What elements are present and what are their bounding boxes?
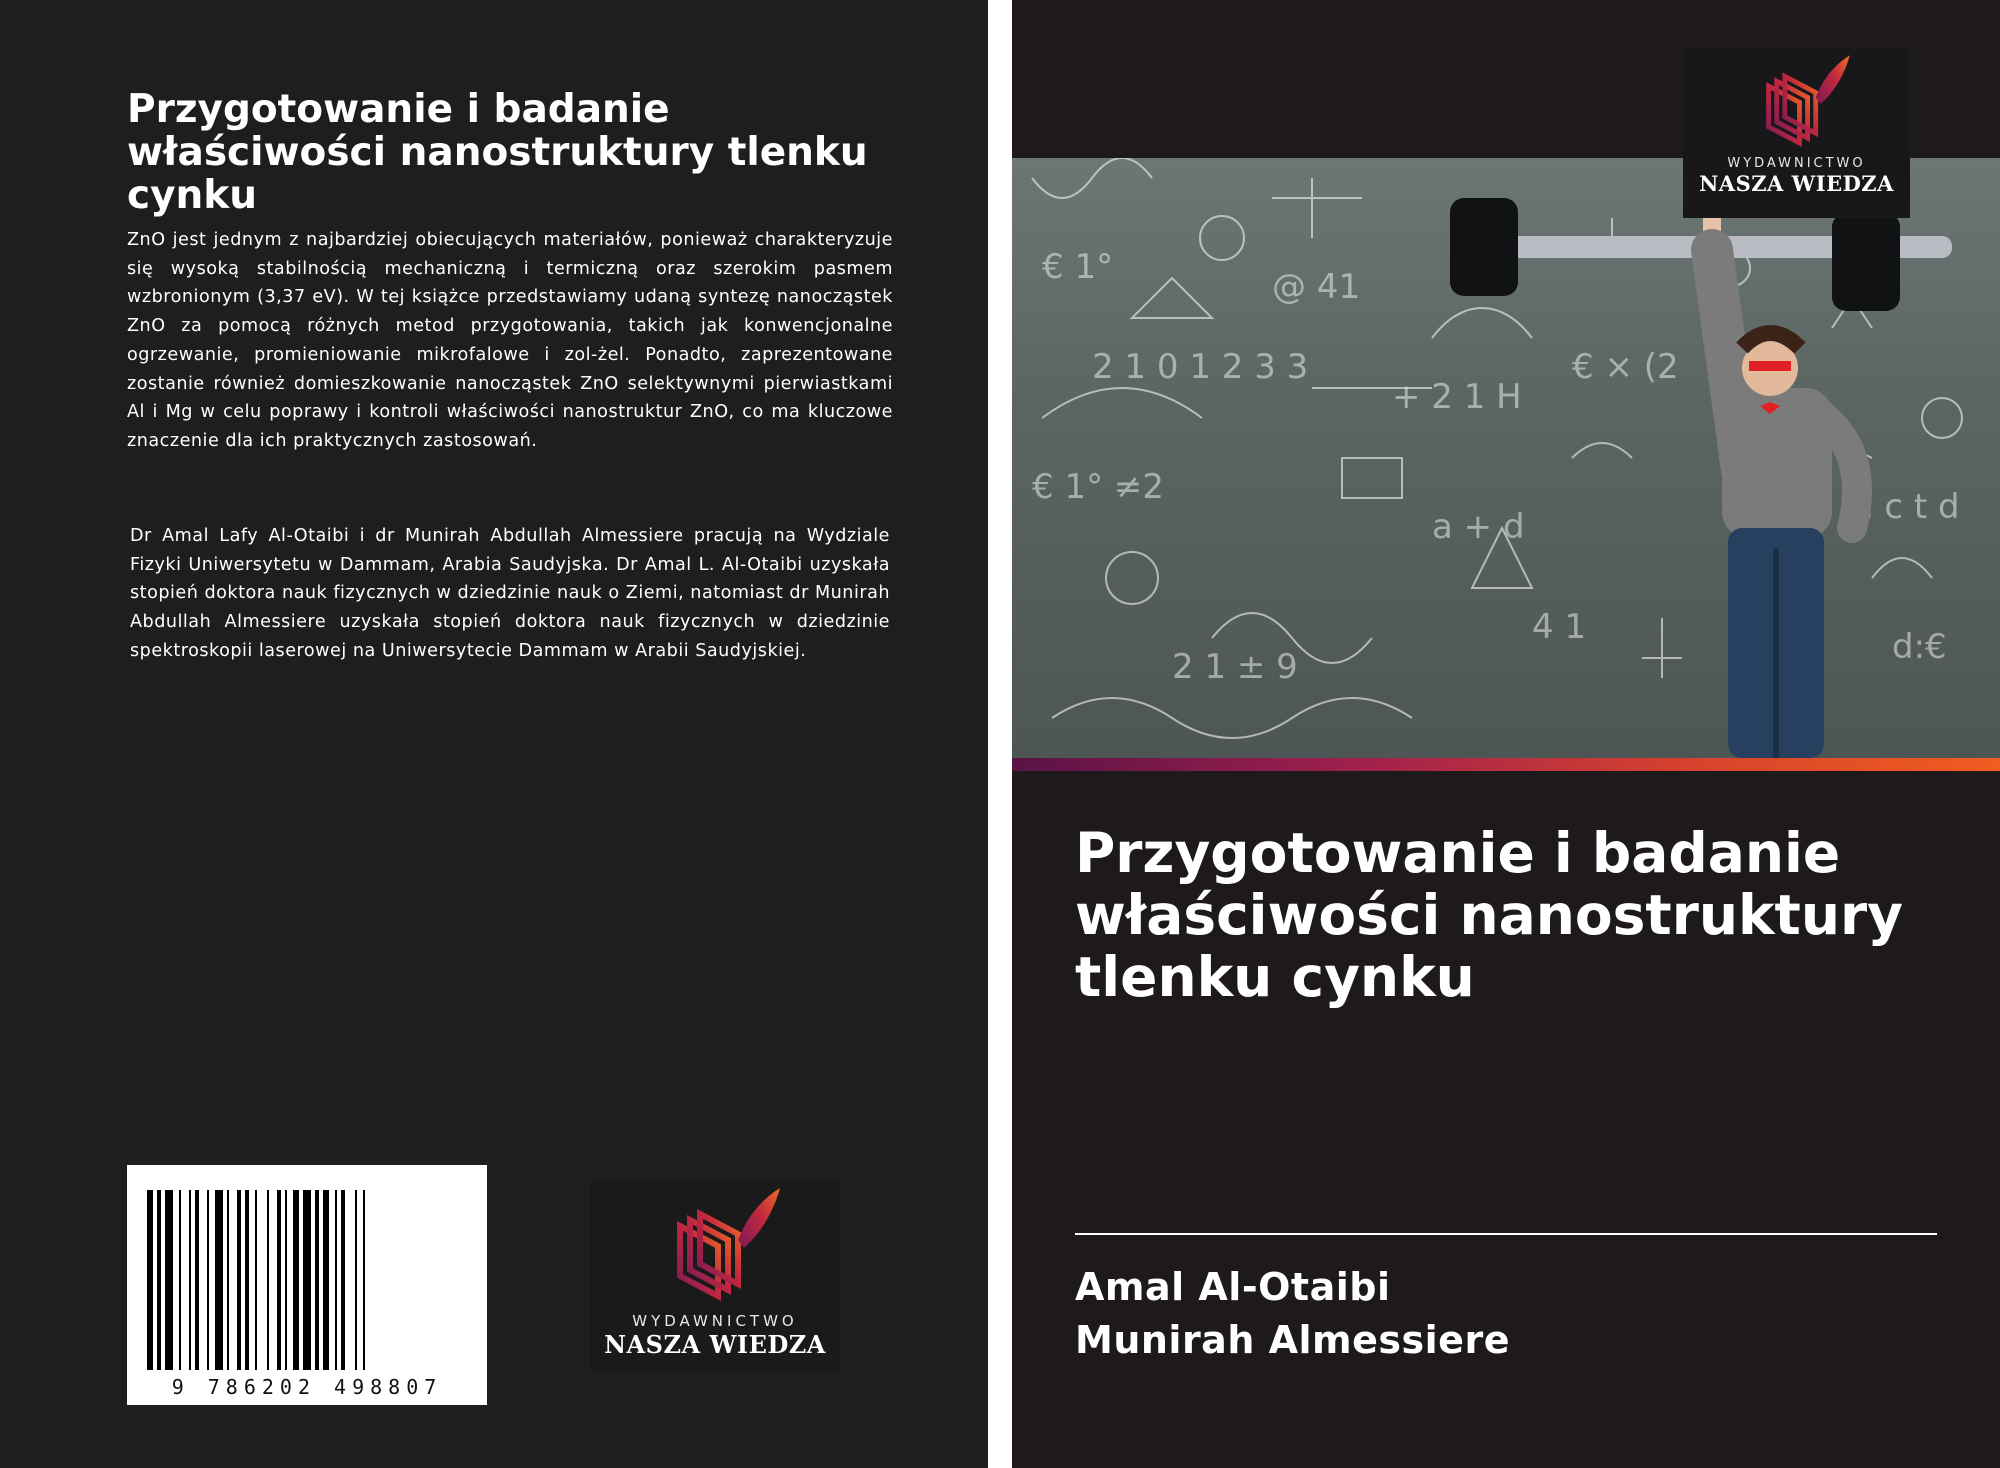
barcode-bar (157, 1190, 161, 1370)
back-cover-title: Przygotowanie i badanie właściwości nanostruktury tlenku cynku (127, 87, 868, 218)
author-name: Munirah Almessiere (1075, 1318, 1510, 1362)
barcode-bar (147, 1190, 153, 1370)
publisher-label: WYDAWNICTWO (632, 1312, 798, 1330)
author-name: Amal Al-Otaibi (1075, 1265, 1391, 1309)
book-quill-icon (640, 1184, 790, 1312)
svg-text:4 1: 4 1 (1532, 607, 1587, 647)
barcode-bars (127, 1165, 487, 1405)
barcode-digits: 9 786202 498807 (171, 1375, 443, 1399)
barcode-bar (267, 1190, 269, 1370)
barcode-bar (341, 1190, 345, 1370)
barcode-bar (363, 1190, 365, 1370)
svg-text:2 1 ± 9: 2 1 ± 9 (1172, 647, 1298, 687)
barcode-bar (195, 1190, 199, 1370)
barcode-bar (245, 1190, 249, 1370)
barcode-bar (215, 1190, 223, 1370)
accent-bar (1012, 758, 2000, 771)
barcode-bar (165, 1190, 173, 1370)
barcode-bar (227, 1190, 229, 1370)
publisher-name: NASZA WIEDZA (604, 1330, 826, 1359)
publisher-name: NASZA WIEDZA (1699, 171, 1894, 196)
barcode-bar (303, 1190, 311, 1370)
svg-text:@ 41: @ 41 (1272, 267, 1361, 307)
book-quill-icon (1732, 52, 1862, 156)
svg-text:€ 1° ≠2: € 1° ≠2 (1032, 467, 1164, 507)
svg-text:d c t d: d c t d (1852, 487, 1960, 527)
svg-text:€ 1°: € 1° (1042, 247, 1114, 287)
barcode-bar (285, 1190, 287, 1370)
barcode-bar (277, 1190, 281, 1370)
front-cover-title: Przygotowanie i badanie właściwości nanostruktury tlenku cynku (1075, 821, 1903, 1009)
svg-text:€ × (2: € × (2 (1572, 347, 1679, 387)
divider (1075, 1233, 1937, 1235)
publisher-logo-back (590, 1180, 840, 1370)
svg-text:d:€: d:€ (1892, 627, 1947, 667)
barcode-bar (189, 1190, 191, 1370)
barcode-bar (323, 1190, 329, 1370)
barcode-bar (237, 1190, 241, 1370)
publisher-logo-front (1683, 48, 1910, 218)
barcode-bar (335, 1190, 337, 1370)
barcode-bar (179, 1190, 181, 1370)
svg-text:+ 2 1 H: + 2 1 H (1392, 377, 1522, 417)
back-cover-description: ZnO jest jednym z najbardziej obiecujących materiałów, ponieważ charakteryzuje się wysoką stabilnością mechaniczną i termiczną oraz szerokim pasmem wzbronionym (3,37 eV). W tej książce przedstawiamy udaną syntezę nanocząstek ZnO za pomocą różnych metod przygotowania, takich jak konwencjonalne ogrzewanie, promieniowanie mikrofalowe i zol-żel. Ponadto, zaprezentowane zostanie również domieszkowanie nanocząstek ZnO selektywnymi pierwiastkami Al i Mg w celu poprawy i kontroli właściwości nanostruktur ZnO, co ma kluczowe znaczenie dla ich praktycznych zastosowań. (127, 230, 893, 451)
barcode-bar (207, 1190, 209, 1370)
cover-photo (1012, 158, 2000, 758)
publisher-label: WYDAWNICTWO (1727, 156, 1866, 171)
barcode-bar (355, 1190, 357, 1370)
svg-text:a + d: a + d (1432, 507, 1525, 547)
barcode-bar (293, 1190, 299, 1370)
barcode-bar (255, 1190, 257, 1370)
author-bio: Dr Amal Lafy Al-Otaibi i dr Munirah Abdullah Almessiere pracują na Wydziale Fizyki Uniwersytetu w Dammam, Arabia Saudyjska. Dr Amal L. Al-Otaibi uzyskała stopień doktora nauk fizycznych w dziedzinie nauk o Ziemi, natomiast dr Munirah Abdullah Almessiere uzyskała stopień doktora nauk fizycznych w dziedzinie spektroskopii laserowej na Uniwersytecie Dammam w Arabii Saudyjskiej. (130, 526, 890, 661)
isbn-barcode (127, 1165, 487, 1405)
chalkboard-weightlifter-image (1012, 158, 2000, 758)
svg-text:2 1 0 1 2 3 3: 2 1 0 1 2 3 3 (1092, 347, 1309, 387)
barcode-bar (315, 1190, 319, 1370)
